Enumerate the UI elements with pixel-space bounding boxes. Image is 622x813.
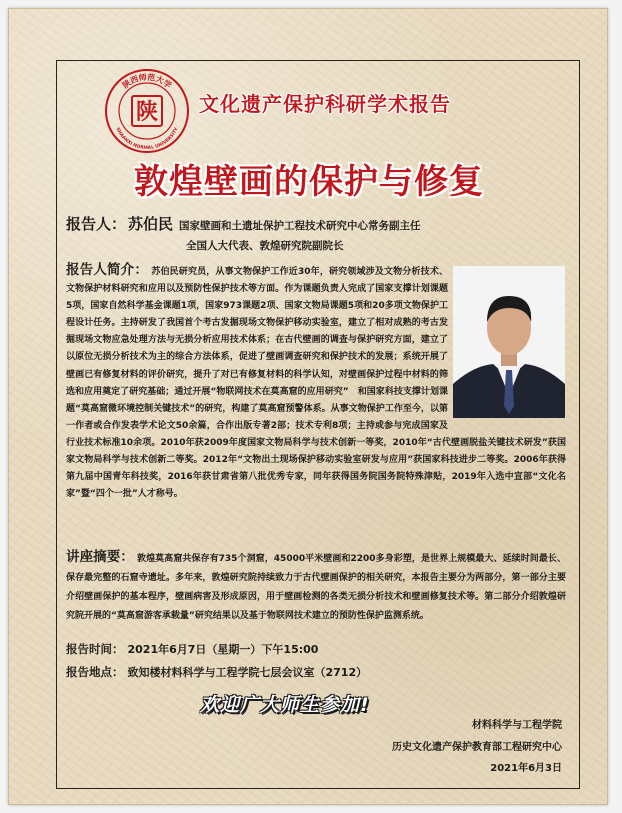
bio-label: 报告人简介： bbox=[66, 262, 148, 278]
time-value: 2021年6月7日（星期一）下午15:00 bbox=[127, 643, 319, 656]
speaker-name: 苏伯民 bbox=[128, 215, 174, 233]
welcome-banner: 欢迎广大师生参加! bbox=[200, 694, 370, 716]
speaker-row bbox=[66, 213, 421, 234]
event-type-heading: 文化遗产保护科研学术报告 bbox=[199, 92, 451, 116]
bio-text: 苏伯民研究员，从事文物保护工作近30年，研究领域涉及文物分析技术、文物保护材料研究和应用以及预防性保护技术等方面。作为课题负责人完成了国家支撑计划课题5项，国家自然科学基金课题1项，国家973课题2项、国家文物局课题5项和20多项文物保护工程设计任务。主持研发了我国首个考古发掘现场文物保护移动实验室，建立了相对成熟的考古发掘现场文物应急处理方法与无损分析应用技术体系；在古代壁画的调查与保护研究方面，建立了以原位无损分析技术为主的综合方法体系，促进了壁画调查研究和保护技术的发展；系统开展了壁画已有修复材料的评价研究，提升了对已有修复材料的科学认知，对壁画保护过程中材料的筛选和应用奠定了研究基础；通过开展“物联网技术在莫高窟的应用研究” 和国家科技支撑计划课题“莫高窟微环境控制关键技术”的研究，构建了莫高窟预警体系。从事文物保护工作至今，以第一作者或合作发表学术论文50余篇，合作出版专著2部；技术专利8项；主持或参与完成国家及行业技术标准10余项。2010年获2009年度国家文物局科学与技术创新一等奖，2010年“古代壁画脱盐关键技术研发”获国家文物局科学与技术创新二等奖。2012年“文物出土现场保护移动实验室研发与应用”获国家科技进步二等奖。2006年获得第九届中国青年科技奖，2016年获甘肃省第八批优秀专家，同年获得国务院国务院特殊津贴，2019年入选中宣部“文化名家”暨“四个一批”人才称号。 bbox=[66, 267, 566, 500]
seal-english-text: SHAANXI NORMAL UNIVERSITY bbox=[114, 126, 180, 152]
speaker-title-line1: 国家壁画和土遗址保护工程技术研究中心常务副主任 bbox=[179, 220, 421, 232]
place-value: 致知楼材料科学与工程学院七层会议室（2712） bbox=[127, 666, 368, 679]
place-label: 报告地点： bbox=[66, 665, 124, 679]
lecture-abstract bbox=[66, 548, 566, 626]
issue-date: 2021年6月3日 bbox=[490, 763, 562, 774]
seal-center-char: 陕 bbox=[135, 99, 159, 125]
time-row bbox=[66, 641, 318, 657]
speaker-photo bbox=[453, 266, 565, 418]
university-seal-logo bbox=[102, 66, 192, 156]
abstract-label: 讲座摘要： bbox=[66, 549, 134, 565]
speaker-title-line2: 全国人大代表、敦煌研究院副院长 bbox=[186, 240, 344, 252]
abstract-text: 敦煌莫高窟共保存有735个洞窟，45000平米壁画和2200多身彩塑，是世界上规模最大、延续时间最长、保存最完整的石窟寺遗址。多年来，敦煌研究院持续致力于古代壁画保护的相关研究，本报告主要分为两部分，第一部分主要介绍壁画保护的基本程序，壁画病害及形成原因，用于壁画检测的各类无损分析技术和壁画修复技术等。第二部分介绍敦煌研究院开展的“莫高窟游客承载量”研究结果以及基于物联网技术建立的预防性保护监测系统。 bbox=[66, 554, 566, 621]
lecture-title: 敦煌壁画的保护与修复 bbox=[134, 162, 484, 202]
time-label: 报告时间： bbox=[66, 642, 124, 656]
organizer-1: 材料科学与工程学院 bbox=[472, 720, 562, 731]
place-row bbox=[66, 664, 367, 680]
seal-arc-text: 陕西师范大学 bbox=[120, 71, 174, 91]
speaker-label: 报告人： bbox=[66, 215, 127, 233]
organizer-2: 历史文化遗产保护教育部工程研究中心 bbox=[392, 742, 562, 753]
